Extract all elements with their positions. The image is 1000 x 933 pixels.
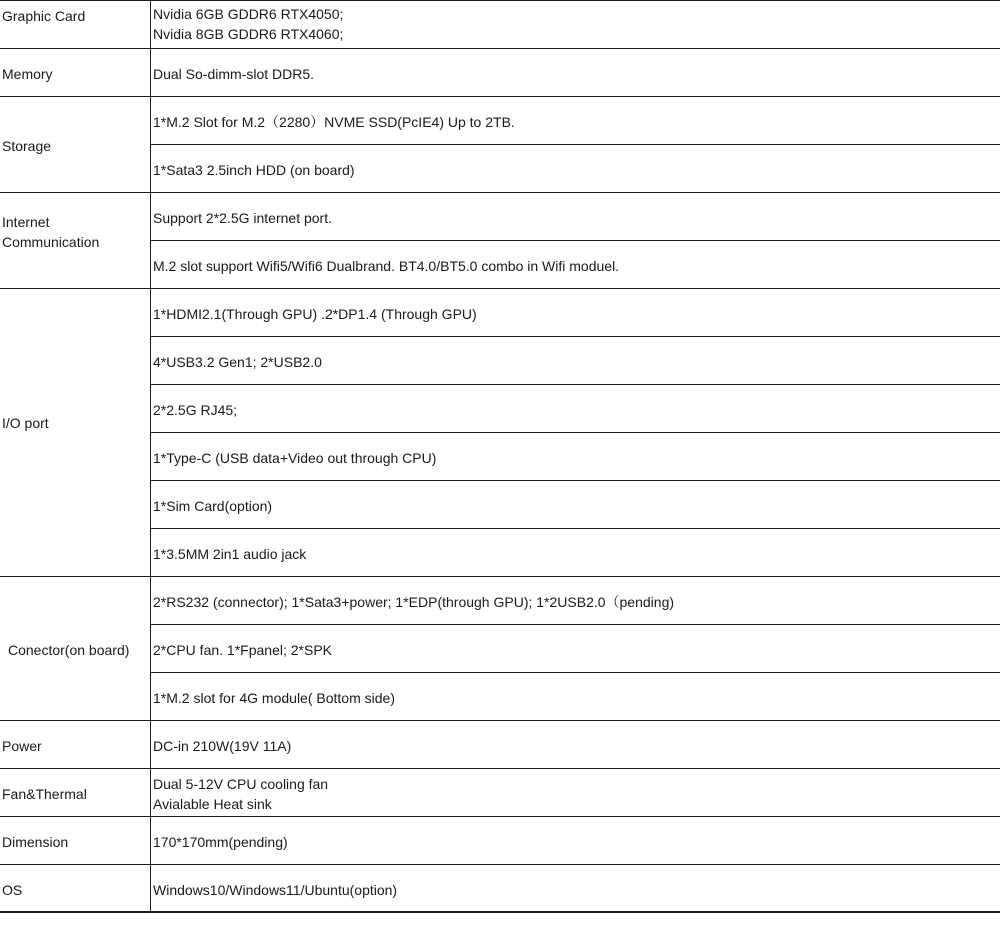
- spec-label-storage: Storage: [2, 138, 52, 154]
- spec-label-io-port: I/O port: [2, 415, 49, 431]
- spec-value-io-5: 1*Sim Card(option): [153, 498, 273, 514]
- spec-value-io-4: 1*Type-C (USB data+Video out through CPU): [153, 450, 437, 466]
- spec-value-storage-1: 1*M.2 Slot for M.2（2280）NVME SSD(PcIE4) Up to 2TB.: [153, 114, 515, 130]
- spec-value-os: Windows10/Windows11/Ubuntu(option): [153, 882, 398, 898]
- spec-label-internet-communication: Internet Communication: [2, 214, 100, 250]
- spec-value-fan-thermal: Dual 5-12V CPU cooling fan Avialable Heat sink: [153, 776, 329, 812]
- spec-label-os: OS: [2, 882, 23, 898]
- spec-label-memory: Memory: [2, 66, 53, 82]
- spec-value-io-2: 4*USB3.2 Gen1; 2*USB2.0: [153, 354, 322, 370]
- spec-value-connector-1: 2*RS232 (connector); 1*Sata3+power; 1*EDP(through GPU); 1*2USB2.0（pending): [153, 594, 675, 610]
- spec-value-io-3: 2*2.5G RJ45;: [153, 402, 238, 418]
- column-divider: [150, 0, 151, 912]
- spec-value-internet-1: Support 2*2.5G internet port.: [153, 210, 332, 226]
- spec-value-memory: Dual So-dimm-slot DDR5.: [153, 66, 315, 82]
- spec-label-dimension: Dimension: [2, 834, 69, 850]
- spec-label-connector: Conector(on board): [8, 642, 130, 658]
- spec-value-graphic-card: Nvidia 6GB GDDR6 RTX4050; Nvidia 8GB GDDR6 RTX4060;: [153, 6, 344, 42]
- spec-value-io-6: 1*3.5MM 2in1 audio jack: [153, 546, 307, 562]
- spec-label-fan-thermal: Fan&Thermal: [2, 786, 87, 802]
- spec-value-storage-2: 1*Sata3 2.5inch HDD (on board): [153, 162, 355, 178]
- spec-label-graphic-card: Graphic Card: [2, 8, 86, 24]
- row-divider: [0, 0, 1000, 1]
- spec-value-connector-3: 1*M.2 slot for 4G module( Bottom side): [153, 690, 395, 706]
- spec-value-internet-2: M.2 slot support Wifi5/Wifi6 Dualbrand. BT4.0/BT5.0 combo in Wifi moduel.: [153, 258, 620, 274]
- spec-value-dimension: 170*170mm(pending): [153, 834, 288, 850]
- spec-value-power: DC-in 210W(19V 11A): [153, 738, 292, 754]
- spec-label-power: Power: [2, 738, 42, 754]
- spec-value-io-1: 1*HDMI2.1(Through GPU) .2*DP1.4 (Through GPU): [153, 306, 477, 322]
- spec-value-connector-2: 2*CPU fan. 1*Fpanel; 2*SPK: [153, 642, 332, 658]
